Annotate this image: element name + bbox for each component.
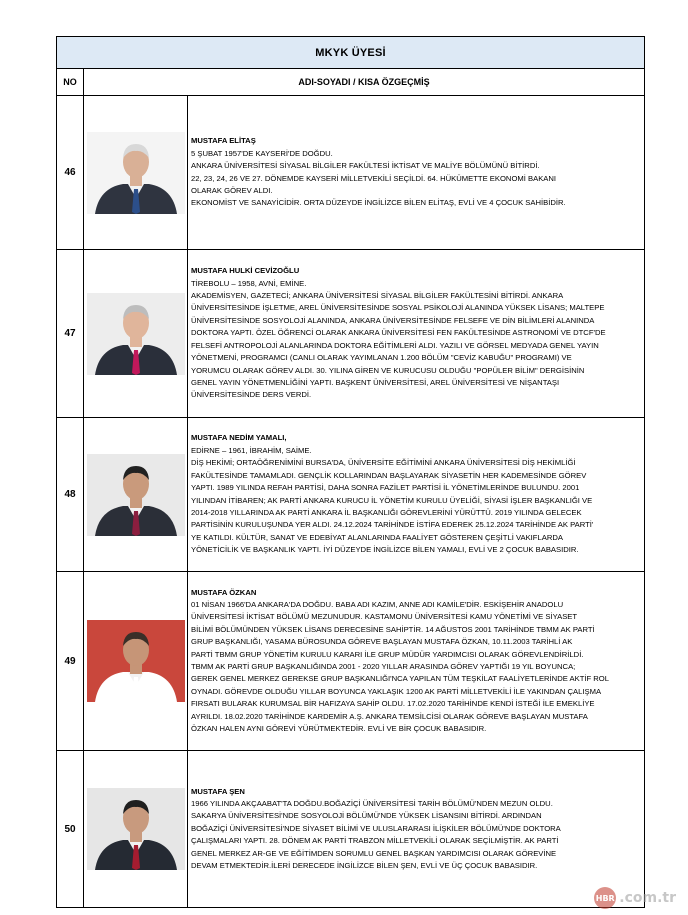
bio-text-line: PARTİ TBMM GRUP YÖNETİM KURULU KARARI İLE GRUP MÜDÜR YARDIMCISI OLARAK GÖREVLENDİRİLDİ. xyxy=(191,649,584,659)
bio-text-line: OYNADI. GÖREVDE OLDUĞU YILLAR BOYUNCA YAKLAŞIK 1200 AK PARTİ MİLLETVEKİLİ İLE YAKINDAN ÇALIŞMA xyxy=(191,686,602,696)
member-photo-cell xyxy=(84,572,188,751)
member-name: MUSTAFA ŞEN xyxy=(191,786,245,796)
bio-text-line: BOĞAZİÇİ ÜNİVERSİTESİ'NDE SİYASET BİLİMİ VE ULUSLARARASI İLİŞKİLER BÖLÜMÜ'NDE DOKTORA xyxy=(191,823,561,833)
bio-text-line: FIRSATI BULARAK KURUMSAL BİR HAFIZAYA SAHİP OLDU. 17.02.2020 TARİHİNDE KENDİ İSTEĞİ İLE EMEKLİYE xyxy=(191,699,595,709)
member-bio xyxy=(188,418,645,572)
bio-text-line: PARTİSİNİN KURULUŞUNDA YER ALDI. 24.12.2024 TARİHİNDE İSTİFA EDEREK 25.12.2024 TARİHİNDE AK PARTİ' xyxy=(191,520,594,530)
bio-text-line: ANKARA ÜNİVERSİTESİ SİYASAL BİLGİLER FAKÜLTESİ İKTİSAT VE MALİYE BÖLÜMÜNÜ BİTİRDİ. xyxy=(191,161,540,171)
bio-text-line: 1966 YILINDA AKÇAABAT'TA DOĞDU.BOĞAZİÇİ ÜNİVERSİTESİ TARİH BÖLÜMÜ'NDEN MEZUN OLDU. xyxy=(191,798,553,808)
member-bio xyxy=(188,572,645,751)
member-photo-cell xyxy=(84,250,188,418)
member-number: 50 xyxy=(57,751,84,908)
member-photo-cell xyxy=(84,751,188,908)
bio-text-line: 2014-2018 YILLARINDA AK PARTİ ANKARA İL BAŞKANLIĞI GÖREVLERİNİ YÜRÜTTÜ. 2019 YILINDA GELECEK xyxy=(191,507,582,517)
table-row xyxy=(57,418,645,572)
member-number: 48 xyxy=(57,418,84,572)
bio-text-line: EDİRNE – 1961, İBRAHİM, SAİME. xyxy=(191,445,312,455)
bio-text-line: ÜNİVERSİTESİ İKTİSAT BÖLÜMÜ MEZUNUDUR. KASTAMONU ÜNİVERSİTESİ KAMU YÖNETİMİ VE SİYASET xyxy=(191,612,578,622)
bio-text-line: ÇALIŞMALARI YAPTI. 28. DÖNEM AK PARTİ TRABZON MİLLETVEKİLİ OLARAK SEÇİLMİŞTİR. AK PARTİ xyxy=(191,836,559,846)
bio-text-line: FELSEFİ ANTROPOLOJİ ALANLARINDA DOKTORA EĞİTİMLERİ ALDI. YAZILI VE GÖRSEL MEDYADA GENEL YAYIN xyxy=(191,340,599,350)
table-title-row xyxy=(57,37,645,69)
table-header-row xyxy=(57,69,645,96)
bio-text-line: ÜNİVERSİTESİNDE SOSYOLOJİ ALANINDA, ANKARA ÜNİVERSİTESİNDE FELSEFE VE DİN BİLİMLERİ ALANINDA xyxy=(191,315,595,325)
watermark-logo: HBR xyxy=(594,887,616,909)
member-photo-cell xyxy=(84,418,188,572)
bio-text-line: AKADEMİSYEN, GAZETECİ; ANKARA ÜNİVERSİTESİ SİYASAL BİLGİLER FAKÜLTESİNİ BİTİRDİ. ANKARA xyxy=(191,291,564,301)
bio-text-line: TBMM AK PARTİ GRUP BAŞKANLIĞINDA 2001 - 2020 YILLAR ARASINDA GÖREV YAPTIĞI 19 YIL BOYUNCA; xyxy=(191,662,576,671)
member-number: 49 xyxy=(57,572,84,751)
member-name: MUSTAFA ELİTAŞ xyxy=(191,136,256,146)
column-header-bio: ADI-SOYADI / KISA ÖZGEÇMİŞ xyxy=(84,69,645,96)
table-title: MKYK ÜYESİ xyxy=(57,37,645,69)
bio-text-line: GENEL MERKEZ AR-GE VE EĞİTİMDEN SORUMLU GENEL BAŞKAN YARDIMCISI OLARAK GÖREVİNE xyxy=(191,848,557,858)
bio-text-line: GRUP BAŞKANLIĞI, YASAMA BÜROSUNDA GÖREVE BAŞLAYAN MUSTAFA ÖZKAN, 10.11.2003 TARİHLİ AK xyxy=(191,637,573,647)
member-name: MUSTAFA HULKİ CEVİZOĞLU xyxy=(191,266,300,276)
watermark-text: .com.tr xyxy=(619,890,676,906)
bio-text-line: ÜNİVERSİTESİNDE DERS VERDİ. xyxy=(191,390,312,400)
bio-text-line: BİLİMİ BÖLÜMÜNDEN YÜKSEK LİSANS DERECESİNE SAHİPTİR. 14 AĞUSTOS 2001 TARİHİNDE TBMM AK PARTİ xyxy=(191,624,595,634)
bio-text-line: 5 ŞUBAT 1957'DE KAYSERİ'DE DOĞDU. xyxy=(191,148,333,158)
bio-text-line: AYRILDI. 18.02.2020 TARİHİNDE KARDEMİR A.Ş. ANKARA TEMSİLCİSİ OLARAK GÖREVE BAŞLAYAN MUSTAFA xyxy=(191,711,588,721)
member-bio xyxy=(188,250,645,418)
bio-text-line: YAPTI. 1989 YILINDA REFAH PARTİSİ, DAHA SONRA FAZİLET PARTİSİ İL YÖNETİMLERİNDE BULUNDU. 2001 xyxy=(191,483,580,493)
member-portrait xyxy=(87,620,185,702)
bio-text-line: YÖNETİCİLİK VE BAŞKANLIK YAPTI. İYİ DÜZEYDE İNGİLİZCE BİLEN YAMALI, EVLİ VE 2 ÇOCUK BABASIDIR. xyxy=(191,545,579,555)
member-photo-cell xyxy=(84,96,188,250)
bio-text-line: GENEL YAYIN YÖNETMENLİĞİNİ YAPTI. BAŞKENT ÜNİVERSİTESİ, AREL ÜNİVERSİTESİ VE NİŞANTAŞI xyxy=(191,377,560,387)
bio-text-line: FAKÜLTESİNDE TAMAMLADI. GENÇLİK KOLLARINDAN BAŞLAYARAK SİYASETİN HER KADEMESİNDE GÖREV xyxy=(191,470,587,480)
member-portrait xyxy=(87,788,185,870)
bio-text-line: DİŞ HEKİMİ; ORTAÖĞRENİMİNİ BURSA'DA, ÜNİVERSİTE EĞİTİMİNİ ANKARA ÜNİVERSİTESİ DİŞ HEKİMLİĞİ xyxy=(191,458,576,468)
table-row xyxy=(57,96,645,250)
bio-text-line: YORUMCU OLARAK GÖREV ALDI. 30. YILINA GİREN VE KURUCUSU OLDUĞU "POPÜLER BİLİM" DERGİSİNİN xyxy=(191,365,585,375)
bio-text-line: ÖZKAN HALEN AYNI GÖREVİ YÜRÜTMEKTEDİR. EVLİ VE BİR ÇOCUK BABASIDIR. xyxy=(191,724,487,734)
member-number: 46 xyxy=(57,96,84,250)
table-row xyxy=(57,751,645,908)
bio-text-line: DOKTORA YAPTI. ÖZEL ÖĞRENCİ OLARAK ANKARA ÜNİVERSİTESİ FEN FAKÜLTESİNDE ASTRONOMİ VE DTCF'DE xyxy=(191,328,606,338)
member-bio xyxy=(188,751,645,908)
member-bio xyxy=(188,96,645,250)
member-rows xyxy=(57,96,645,908)
member-portrait xyxy=(87,132,185,214)
member-name: MUSTAFA NEDİM YAMALI, xyxy=(191,433,287,443)
table-row xyxy=(57,250,645,418)
bio-text-line: DEVAM ETMEKTEDİR.İLERİ DERECEDE İNGİLİZCE BİLEN ŞEN, EVLİ VE ÜÇ ÇOCUK BABASIDIR. xyxy=(191,861,538,871)
bio-text-line: OLARAK GÖREV ALDI. xyxy=(191,185,273,195)
bio-text-line: YE KATILDI. KÜLTÜR, SANAT VE EDEBİYAT ALANLARINDA FAALİYET GÖSTEREN ÇEŞİTLİ VAKIFLARDA xyxy=(191,532,563,542)
bio-text-line: SAKARYA ÜNİVERSİTESİ'NDE SOSYOLOJİ BÖLÜMÜ'NDE YÜKSEK LİSANSINI BİTİRDİ. ARDINDAN xyxy=(191,811,542,821)
bio-text-line: 22, 23, 24, 26 VE 27. DÖNEMDE KAYSERİ MİLLETVEKİLİ SEÇİLDİ. 64. HÜKÜMETTE EKONOMİ BAKANI xyxy=(191,173,557,183)
document-page xyxy=(56,36,644,908)
column-header-no: NO xyxy=(57,69,84,96)
table-row xyxy=(57,572,645,751)
member-number: 47 xyxy=(57,250,84,418)
bio-text-line: ÜNİVERSİTESİNDE İŞLETME, AREL ÜNİVERSİTESİNDE SOSYAL PSİKOLOJİ ALANINDA YÜKSEK LİSANS; MALTEPE xyxy=(191,303,605,313)
member-portrait xyxy=(87,454,185,536)
member-name: MUSTAFA ÖZKAN xyxy=(191,587,257,597)
member-portrait xyxy=(87,293,185,375)
bio-text-line: TİREBOLU – 1958, AVNİ, EMİNE. xyxy=(191,278,307,288)
bio-text-line: 01 NİSAN 1966'DA ANKARA'DA DOĞDU. BABA ADI KAZIM, ANNE ADI KAMİLE'DİR. ESKİŞEHİR ANADOLU xyxy=(191,599,564,609)
site-watermark xyxy=(594,887,676,909)
bio-text-line: GEREK GENEL MERKEZ GEREKSE GRUP BAŞKANLIĞI'NCA YAPILAN TÜM TEŞKİLAT FAALİYETLERİNDE AKTİF ROL xyxy=(191,674,609,684)
bio-text-line: YÖNETMENİ, PROGRAMCI (CANLI OLARAK YAYIMLANAN 1.200 BÖLÜM "CEVİZ KABUĞU" PROGRAMI) VE xyxy=(191,353,572,363)
member-table xyxy=(56,36,645,908)
bio-text-line: YILINDAN İTİBAREN; AK PARTİ ANKARA KURUCU İL YÖNETİM KURULU ÜYELİĞİ, SİYASİ İŞLER BAŞKANLIĞI VE xyxy=(191,495,593,505)
bio-text-line: EKONOMİST VE SANAYİCİDİR. ORTA DÜZEYDE İNGİLİZCE BİLEN ELİTAŞ, EVLİ VE 4 ÇOCUK SAHİBİDİR. xyxy=(191,198,566,208)
